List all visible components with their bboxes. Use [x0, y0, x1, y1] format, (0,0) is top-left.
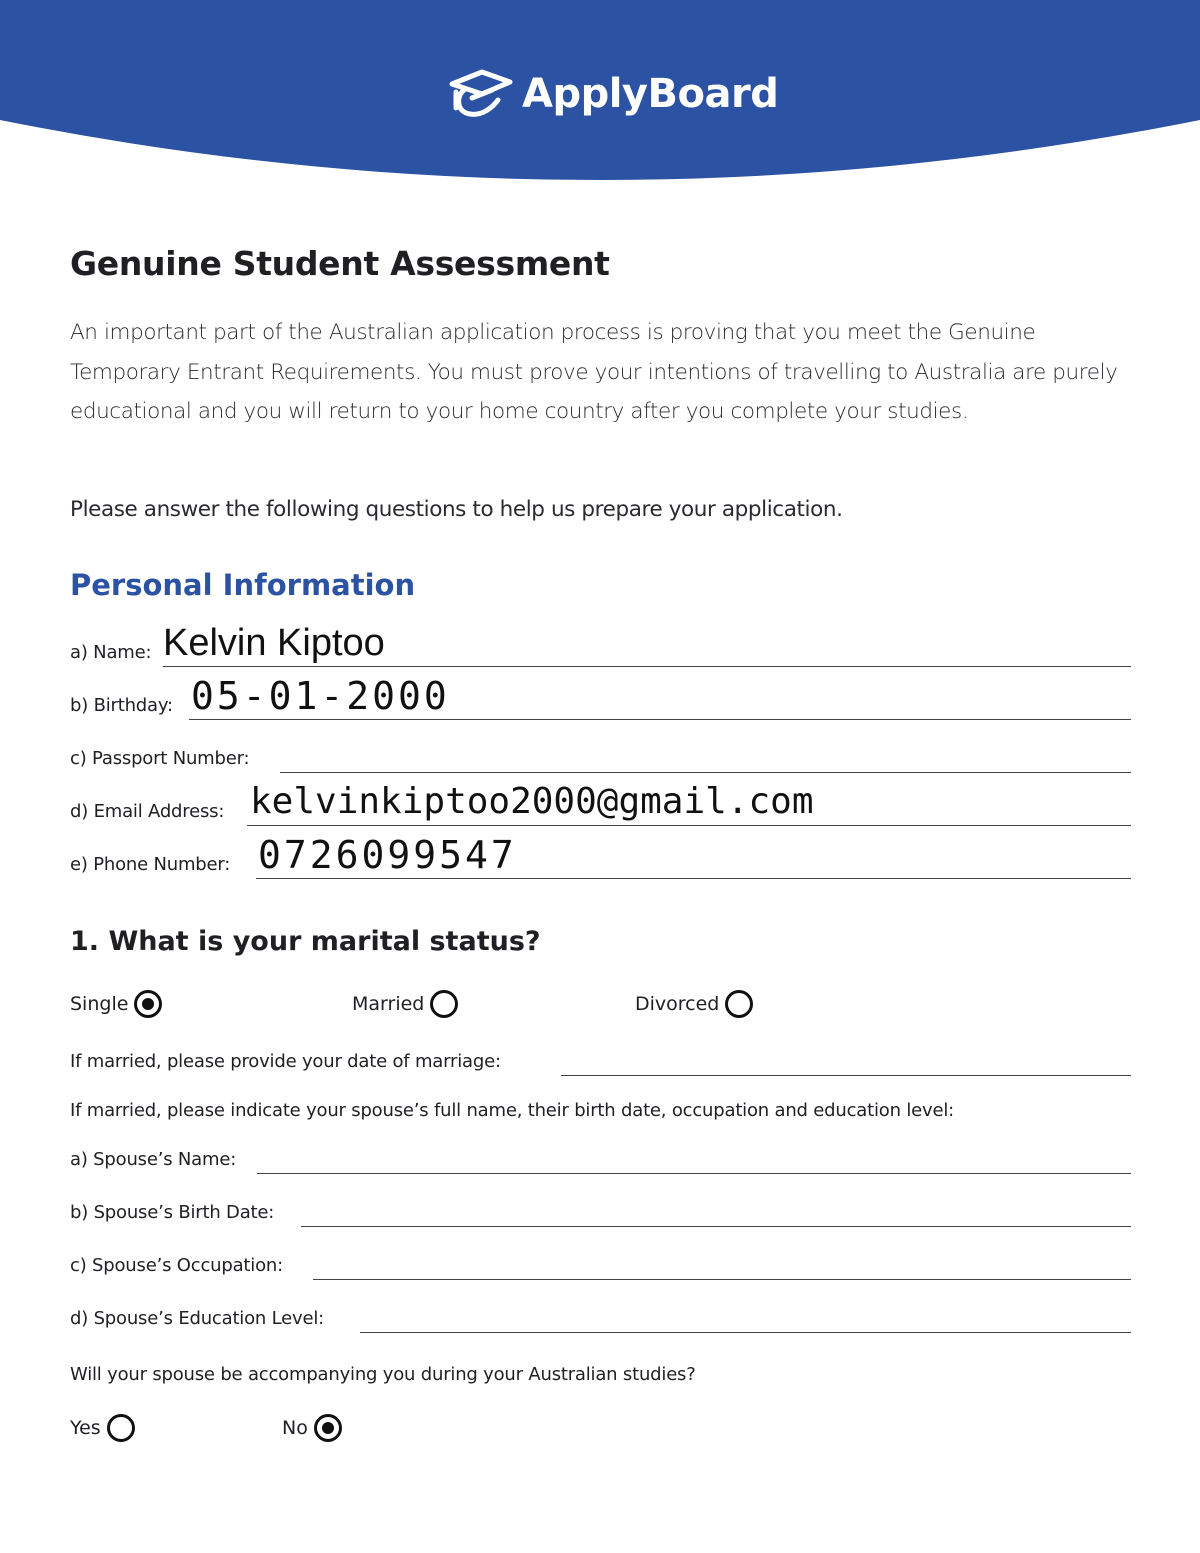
marital-status-question: 1. What is your marital status?: [70, 926, 541, 957]
radio-yes[interactable]: [70, 1414, 135, 1442]
field-underline: [247, 825, 1131, 826]
phone-number-field[interactable]: [70, 833, 1131, 879]
radio-unchecked-icon[interactable]: [430, 990, 458, 1018]
spouse-accompany-question: Will your spouse be accompanying you during your Australian studies?: [70, 1364, 696, 1385]
radio-label: Married: [352, 993, 425, 1015]
field-underline: [163, 666, 1131, 667]
radio-checked-icon[interactable]: [134, 990, 162, 1018]
birthday-field[interactable]: [70, 674, 1131, 720]
email-address-field[interactable]: [70, 781, 1131, 826]
radio-divorced[interactable]: [635, 990, 753, 1018]
field-underline: [313, 1279, 1131, 1280]
field-underline: [280, 772, 1131, 773]
radio-married[interactable]: [352, 990, 458, 1018]
name-value[interactable]: Kelvin Kiptoo: [163, 622, 385, 664]
intro-paragraph: An important part of the Australian application process is proving that you meet the Genuine Temporary Entrant Requirements. You must prove your intentions of travelling to Australia are purely educational and you will return to your home country after you complete your studies.: [70, 320, 1118, 424]
field-label: If married, please provide your date of marriage:: [70, 1051, 501, 1072]
instructions-text: Please answer the following questions to help us prepare your application.: [70, 497, 843, 522]
field-label: b) Spouse’s Birth Date:: [70, 1202, 275, 1223]
applyboard-logo: [448, 66, 778, 122]
radio-unchecked-icon[interactable]: [725, 990, 753, 1018]
field-label: a) Spouse’s Name:: [70, 1149, 237, 1170]
field-underline: [256, 878, 1131, 879]
field-underline: [189, 719, 1131, 720]
radio-single[interactable]: [70, 990, 162, 1018]
field-label: e) Phone Number:: [70, 854, 231, 875]
spouse-details-instruction: If married, please indicate your spouse’s full name, their birth date, occupation and education level:: [70, 1100, 955, 1121]
field-label: d) Spouse’s Education Level:: [70, 1308, 325, 1329]
radio-no[interactable]: [282, 1414, 342, 1442]
field-label: c) Spouse’s Occupation:: [70, 1255, 283, 1276]
spouse-occupation-field[interactable]: [70, 1240, 1131, 1280]
page-title: Genuine Student Assessment: [70, 244, 610, 283]
field-underline: [301, 1226, 1131, 1227]
field-underline: [257, 1173, 1131, 1174]
phone-number-value[interactable]: 0726099547: [258, 833, 517, 877]
radio-label: Yes: [70, 1417, 101, 1439]
field-label: c) Passport Number:: [70, 748, 250, 769]
field-underline: [561, 1075, 1131, 1076]
radio-unchecked-icon[interactable]: [107, 1414, 135, 1442]
spouse-birth-date-field[interactable]: [70, 1187, 1131, 1227]
radio-checked-icon[interactable]: [314, 1414, 342, 1442]
passport-number-field[interactable]: [70, 733, 1131, 773]
field-label: d) Email Address:: [70, 801, 225, 822]
field-underline: [360, 1332, 1131, 1333]
brand-name: ApplyBoard: [522, 71, 779, 117]
section-heading-personal-information: Personal Information: [70, 568, 416, 602]
radio-label: No: [282, 1417, 308, 1439]
email-address-value[interactable]: kelvinkiptoo2000@gmail.com: [250, 781, 814, 822]
radio-label: Divorced: [635, 993, 720, 1015]
radio-label: Single: [70, 993, 129, 1015]
spouse-education-level-field[interactable]: [70, 1293, 1131, 1333]
graduation-cap-icon: [448, 68, 514, 120]
spouse-name-field[interactable]: [70, 1134, 1131, 1174]
field-label: a) Name:: [70, 642, 152, 663]
marriage-date-field[interactable]: [70, 1036, 1131, 1076]
field-label: b) Birthday:: [70, 695, 173, 716]
name-field[interactable]: [70, 622, 1131, 667]
birthday-value[interactable]: 05-01-2000: [191, 674, 450, 718]
header-band: [0, 0, 1200, 180]
